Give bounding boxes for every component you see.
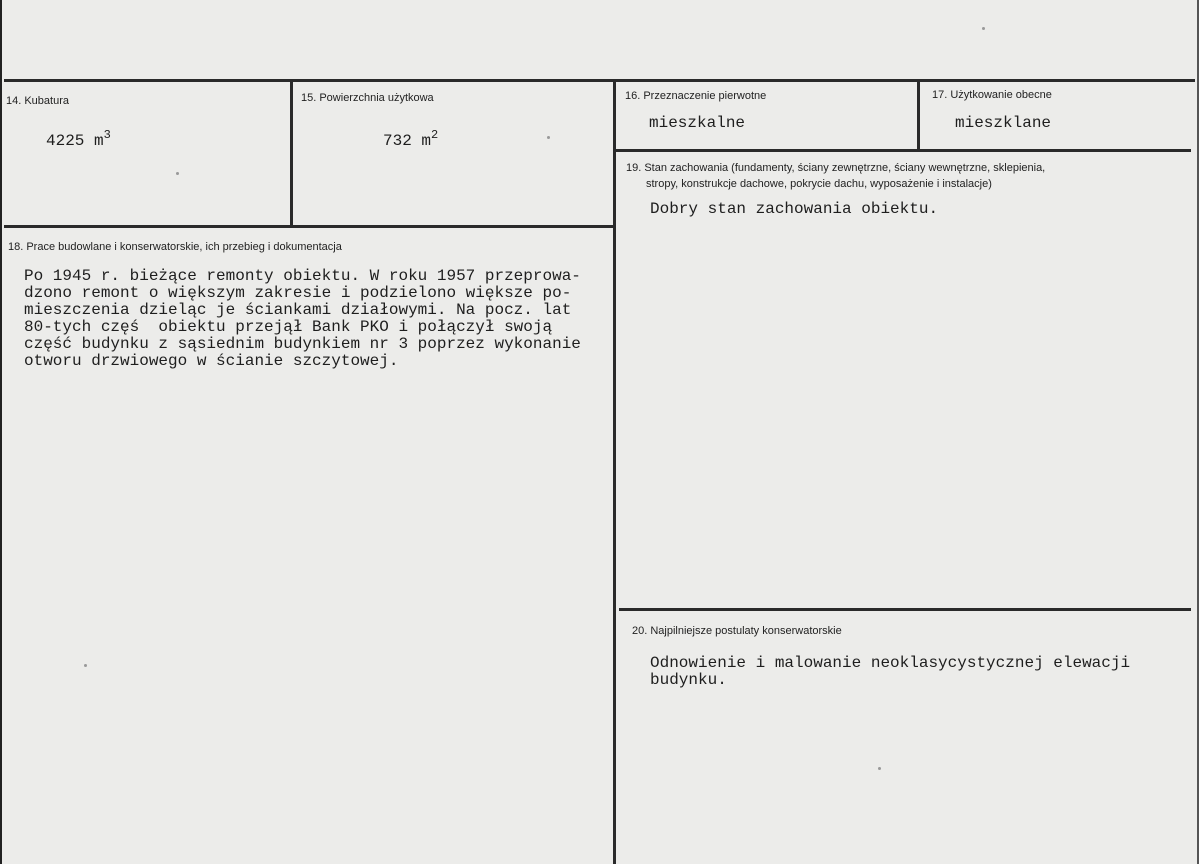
prace-line: część budynku z sąsiednim budynkiem nr 3 poprzez wykonanie bbox=[24, 335, 581, 353]
powierzchnia-value bbox=[383, 128, 439, 150]
paper-speck bbox=[982, 27, 985, 30]
kubatura-label: 14. Kubatura bbox=[6, 95, 69, 107]
powierzchnia-label: 15. Powierzchnia użytkowa bbox=[301, 92, 434, 104]
row1-bottom-rule-right bbox=[616, 149, 1191, 152]
section20-top-rule bbox=[619, 608, 1191, 611]
prace-label: 18. Prace budowlane i konserwatorskie, ich przebieg i dokumentacja bbox=[8, 241, 342, 253]
paper-speck bbox=[547, 136, 550, 139]
prace-line: mieszczenia dzieląc je ściankami działowymi. Na pocz. lat bbox=[24, 301, 572, 319]
stan-label-line1: 19. Stan zachowania (fundamenty, ściany zewnętrzne, ściany wewnętrzne, sklepienia, bbox=[626, 162, 1046, 174]
powierzchnia-exponent: 2 bbox=[431, 128, 439, 142]
przeznaczenie-label: 16. Przeznaczenie pierwotne bbox=[625, 90, 767, 102]
postulaty-line: budynku. bbox=[650, 671, 727, 689]
prace-text bbox=[24, 268, 581, 370]
postulaty-label: 20. Najpilniejsze postulaty konserwatorskie bbox=[632, 625, 842, 637]
prace-line: 80-tych częś obiektu przejął Bank PKO i połączył swoją bbox=[24, 318, 553, 336]
prace-line: otworu drzwiowego w ścianie szczytowej. bbox=[24, 352, 399, 370]
paper-speck bbox=[878, 767, 881, 770]
divider-16-17 bbox=[917, 79, 920, 151]
postulaty-text bbox=[650, 655, 1130, 689]
przeznaczenie-value: mieszkalne bbox=[649, 114, 746, 132]
uzytkowanie-label: 17. Użytkowanie obecne bbox=[932, 89, 1052, 101]
uzytkowanie-value: mieszklane bbox=[955, 114, 1052, 132]
top-rule bbox=[4, 79, 1195, 82]
row1-bottom-rule-left bbox=[4, 225, 616, 228]
kubatura-exponent: 3 bbox=[103, 128, 111, 142]
stan-value: Dobry stan zachowania obiektu. bbox=[650, 200, 939, 218]
kubatura-value bbox=[46, 128, 111, 150]
powierzchnia-number: 732 m bbox=[383, 132, 432, 150]
prace-line: Po 1945 r. bieżące remonty obiektu. W roku 1957 przeprowa- bbox=[24, 267, 581, 285]
kubatura-number: 4225 m bbox=[46, 132, 104, 150]
prace-line: dzono remont o większym zakresie i podzielono większe po- bbox=[24, 284, 572, 302]
divider-main bbox=[613, 79, 616, 864]
stan-label-line2: stropy, konstrukcje dachowe, pokrycie dachu, wyposażenie i instalacje) bbox=[646, 178, 992, 190]
divider-14-15 bbox=[290, 79, 293, 227]
postulaty-line: Odnowienie i malowanie neoklasycystycznej elewacji bbox=[650, 654, 1131, 672]
paper-speck bbox=[176, 172, 179, 175]
paper-speck bbox=[84, 664, 87, 667]
